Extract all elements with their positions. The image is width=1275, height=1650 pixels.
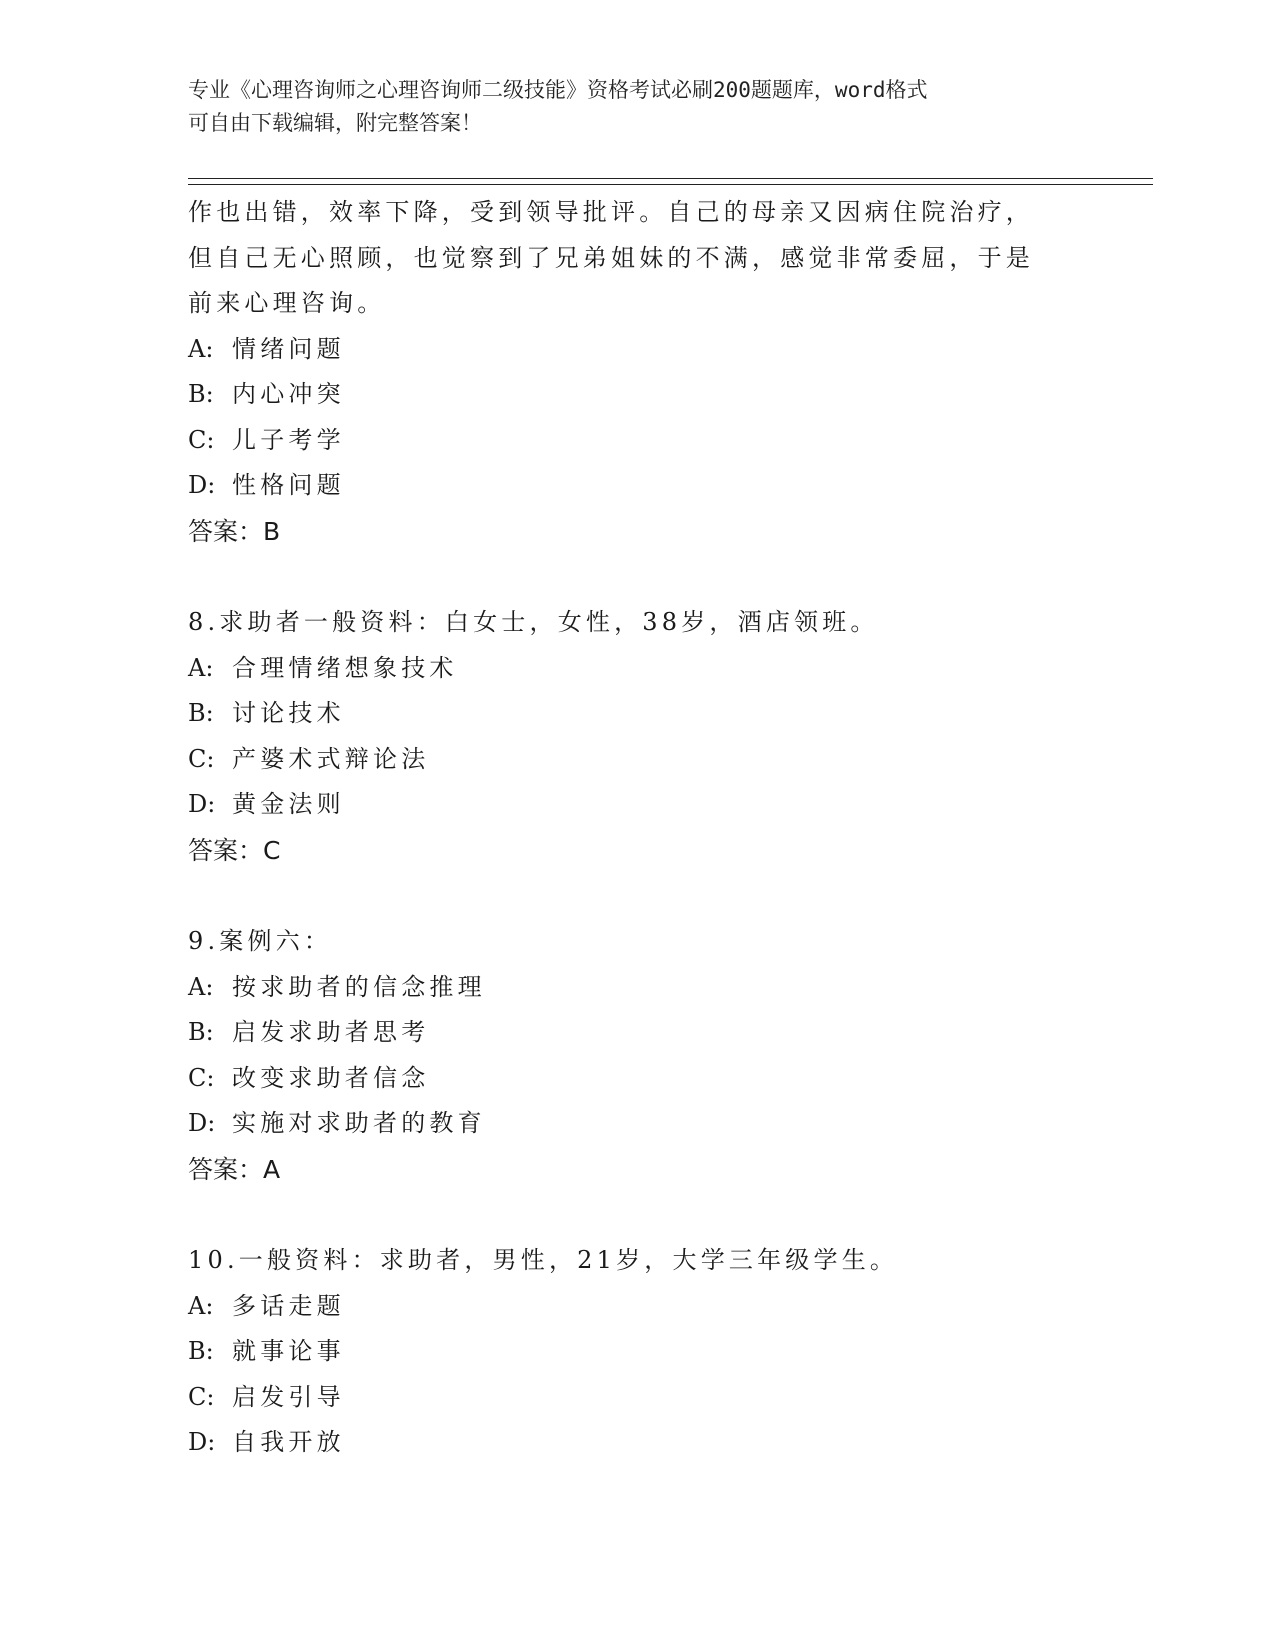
option-text: 改变求助者信念 <box>232 1063 430 1092</box>
answer-line: 答案：C <box>188 835 281 865</box>
question-text-line: 前来心理咨询。 <box>188 289 386 317</box>
option-key: C: <box>188 1382 215 1411</box>
option-d <box>188 1420 1088 1466</box>
option-b <box>188 691 1088 737</box>
option-text: 内心冲突 <box>232 380 345 408</box>
question-8 <box>188 600 1088 873</box>
option-key: C: <box>188 1063 215 1092</box>
option-key: A: <box>188 334 214 363</box>
option-text: 启发引导 <box>232 1382 345 1411</box>
spacer <box>188 554 1088 600</box>
header-divider-bottom <box>188 184 1153 185</box>
option-c <box>188 737 1088 783</box>
option-b <box>188 1010 1088 1056</box>
document-header <box>188 74 1088 140</box>
option-text: 讨论技术 <box>232 699 345 727</box>
option-key: D: <box>188 790 216 818</box>
option-text: 启发求助者思考 <box>232 1018 430 1046</box>
option-a <box>188 327 1088 373</box>
option-a <box>188 646 1088 692</box>
option-text: 性格问题 <box>232 471 345 499</box>
header-title-line-1: 专业《心理咨询师之心理咨询师二级技能》资格考试必刷200题题库，word格式 <box>188 78 928 102</box>
option-key: C: <box>188 425 215 454</box>
option-a <box>188 965 1088 1011</box>
option-b <box>188 1329 1088 1375</box>
question-stem: 10.一般资料：求助者，男性，21岁，大学三年级学生。 <box>188 1246 899 1274</box>
question-text-line: 作也出错，效率下降，受到领导批评。自己的母亲又因病住院治疗， <box>188 198 1034 226</box>
option-c <box>188 418 1088 464</box>
option-text: 按求助者的信念推理 <box>232 972 486 1001</box>
option-b <box>188 372 1088 418</box>
question-9 <box>188 919 1088 1192</box>
option-d <box>188 782 1088 828</box>
option-c <box>188 1056 1088 1102</box>
document-body <box>188 190 1088 1466</box>
answer-line: 答案：B <box>188 516 281 546</box>
spacer <box>188 1192 1088 1238</box>
header-divider-top <box>188 178 1153 179</box>
option-text: 实施对求助者的教育 <box>232 1109 486 1137</box>
option-key: D: <box>188 1109 216 1137</box>
spacer <box>188 873 1088 919</box>
option-text: 儿子考学 <box>232 425 345 454</box>
option-text: 多话走题 <box>232 1291 345 1320</box>
header-title-line-2: 可自由下载编辑，附完整答案！ <box>188 111 482 135</box>
option-key: B: <box>188 699 214 727</box>
option-text: 情绪问题 <box>232 334 345 363</box>
option-key: B: <box>188 380 214 408</box>
question-stem: 8.求助者一般资料：白女士，女性，38岁，酒店领班。 <box>188 608 879 636</box>
question-10 <box>188 1238 1088 1466</box>
option-text: 黄金法则 <box>232 790 345 818</box>
answer-line: 答案：A <box>188 1154 281 1184</box>
option-key: A: <box>188 972 214 1001</box>
question-continued <box>188 190 1088 554</box>
option-key: D: <box>188 1428 216 1456</box>
option-text: 就事论事 <box>232 1337 345 1365</box>
option-text: 自我开放 <box>232 1428 345 1456</box>
option-key: A: <box>188 653 214 682</box>
question-text-line: 但自己无心照顾，也觉察到了兄弟姐妹的不满，感觉非常委屈，于是 <box>188 243 1034 272</box>
option-a <box>188 1284 1088 1330</box>
option-text: 产婆术式辩论法 <box>232 744 430 773</box>
option-key: A: <box>188 1291 214 1320</box>
option-d <box>188 1101 1088 1147</box>
option-c <box>188 1375 1088 1421</box>
option-d <box>188 463 1088 509</box>
option-text: 合理情绪想象技术 <box>232 653 458 682</box>
question-stem: 9.案例六： <box>188 927 333 955</box>
option-key: B: <box>188 1337 214 1365</box>
option-key: B: <box>188 1018 214 1046</box>
option-key: C: <box>188 744 215 773</box>
option-key: D: <box>188 471 216 499</box>
